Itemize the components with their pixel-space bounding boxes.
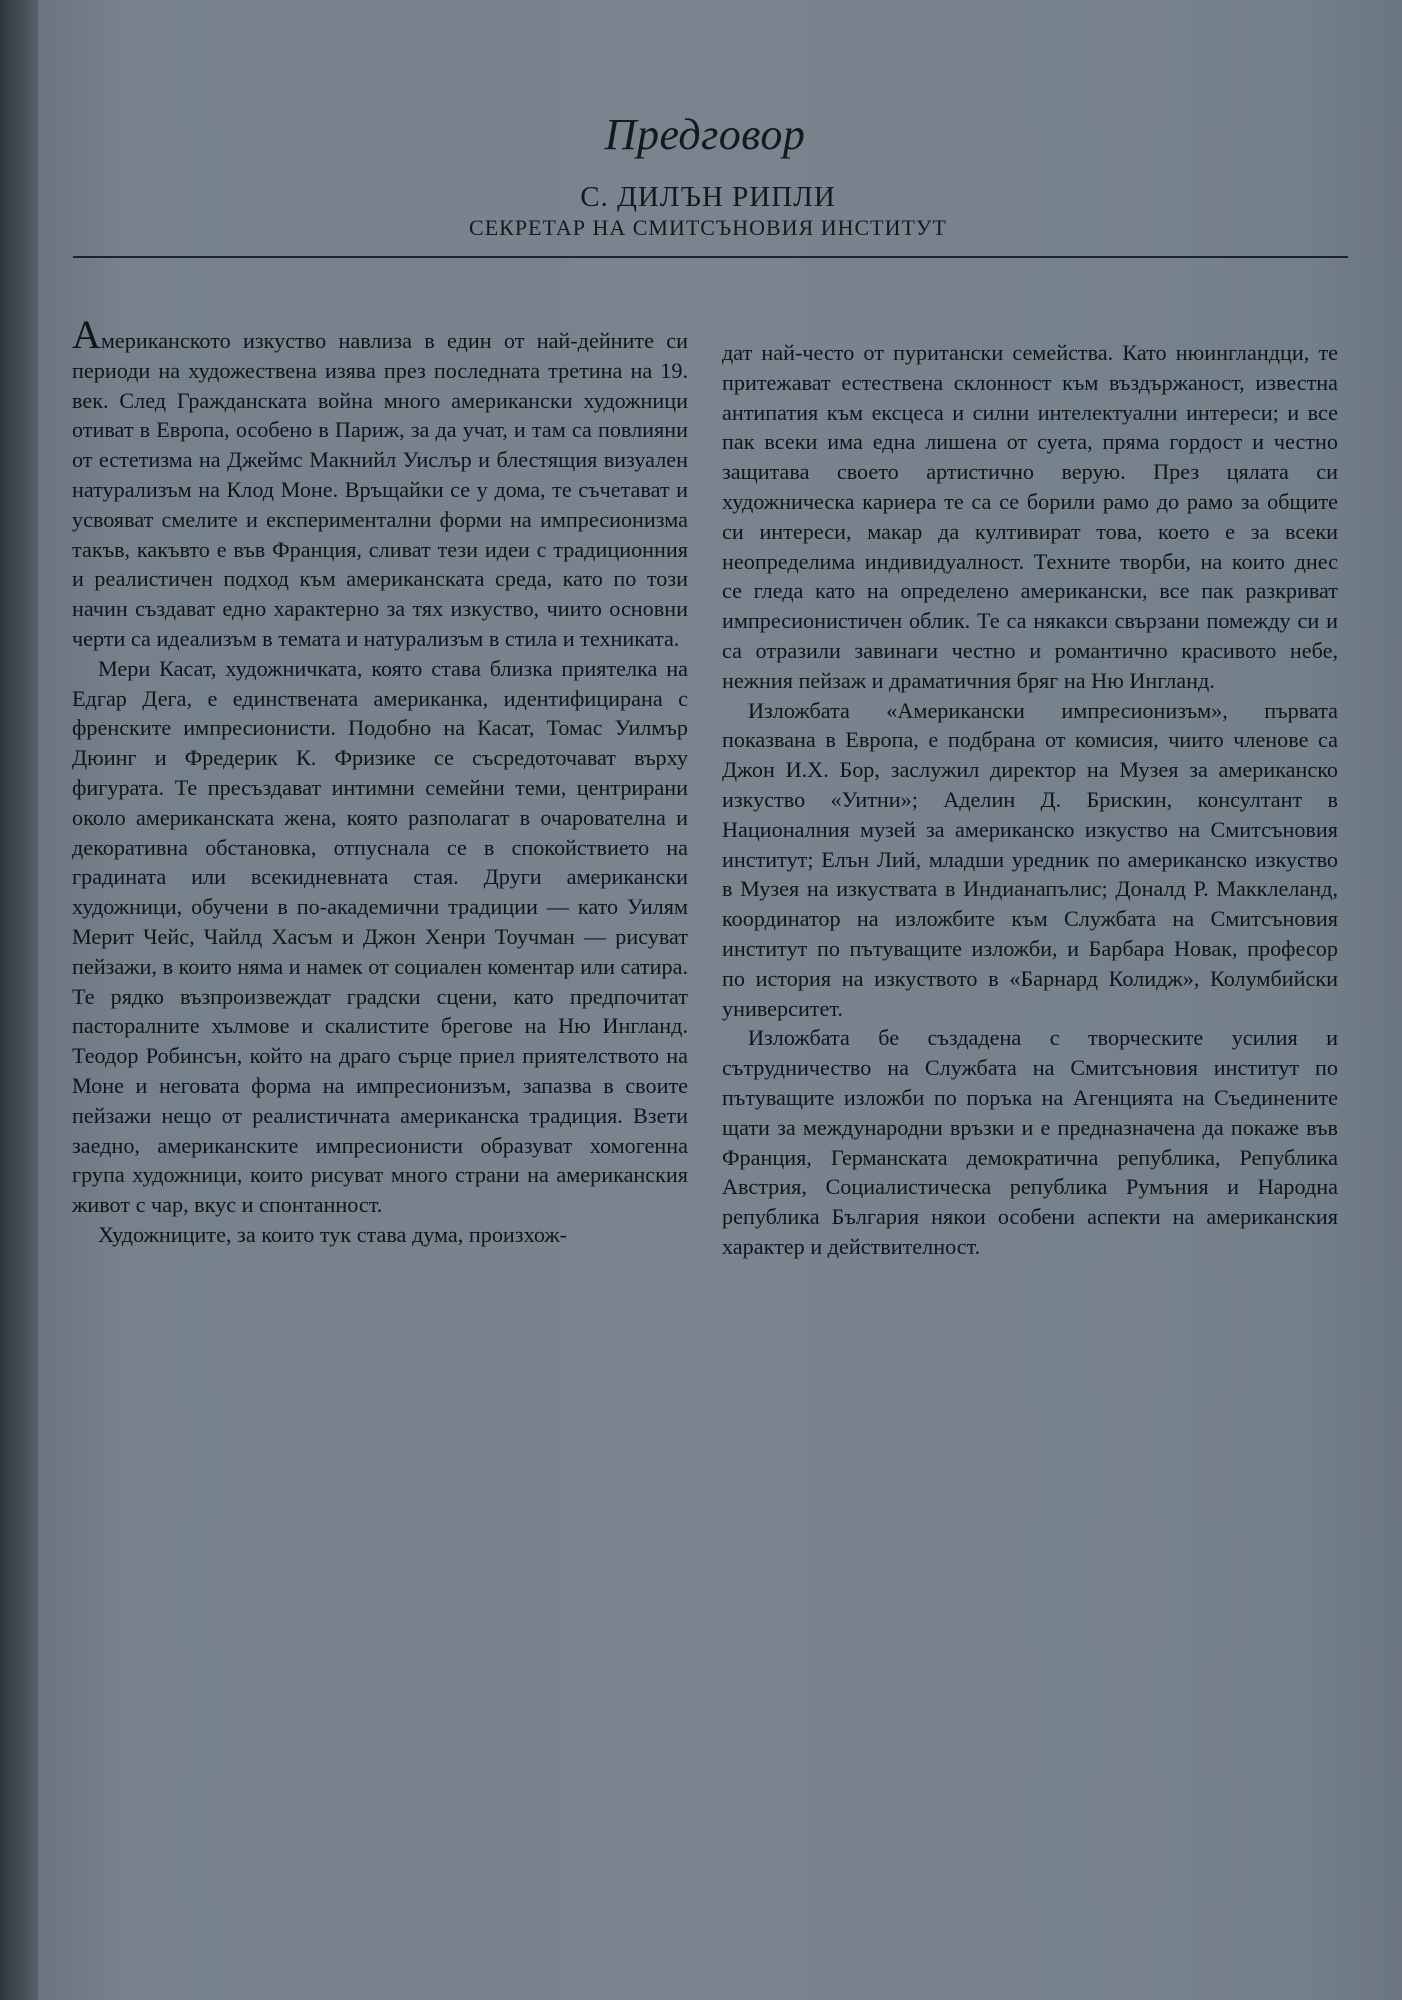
paragraph: Мери Касат, художничката, която става близка приятелка на Едгар Дега, е единствената американка, идентифицирана с френските импресионисти. Подобно на Касат, Томас Уилмър Дюинг и Фредерик К. Фризике се съсредоточават върху фигурата. Те пресъздават интимни семейни теми, центрирани около американската жена, която разполагат в очарователна и декоративна обстановка, отпуснала се в спокойствието на градината или всекидневната стая. Други американски художници, обучени в по-академични традиции — като Уилям Мерит Чейс, Чайлд Хасъм и Джон Хенри Тоучман — рисуват пейзажи, в които няма и намек от социален коментар или сатира. Те рядко възпроизвеждат градски сцени, като предпочитат пасторалните хълмове и скалистите брегове на Ню Ингланд. Теодор Робинсън, който на драго сърце приел приятелството на Моне и неговата форма на импресионизъм, запазва в своите пейзажи нещо от реалистичната американска традиция. Взети заедно, американските импресионисти образуват хомогенна група художници, които рисуват много страни на американския живот с чар, вкус и спонтанност. xyxy=(72,655,688,1218)
header-divider xyxy=(73,256,1348,258)
binding-shadow xyxy=(0,0,38,2000)
paragraph-text: мериканското изкуство навлиза в един от най-дейните си периоди на художествена изява през последната третина на 19. век. След Гражданската война много американски художници отиват в Европа, особено в Париж, за да учат, и там са повлияни от естетизма на Джеймс Макнийл Уислър и блестящия визуален натурализъм на Клод Моне. Връщайки се у дома, те съчетават и усвояват смелите и експериментални форми на импресионизма такъв, какъвто е във Франция, сливат тези идеи с традиционния и реалистичен подход към американската среда, като по този начин създават едно характерно за тях изкуство, чиито основни черти са идеализъм в темата и натурализъм в стила и техниката. xyxy=(72,328,688,651)
paragraph: дат най-често от пуритански семейства. Като нюингландци, те притежават естествена склонност към въздържаност, известна антипатия към ексцеса и силни интелектуални интереси; и все пак всеки има една лишена от суета, пряма гордост и честно защитава своето артистично верую. През цялата си художническа кариера те са се борили рамо до рамо за общите си интереси, макар да култивират това, което е за всеки неопределима индивидуалност. Техните творби, на които днес се гледа като на определено американски, все пак разкриват импресионистичен облик. Те са някакси свързани помежду си и са отразили завинаги честно и романтично красивото небе, нежния пейзаж и драматичния бряг на Ню Ингланд. xyxy=(722,340,1338,693)
author-name: С. ДИЛЪН РИПЛИ xyxy=(580,181,836,213)
page-header xyxy=(0,108,1402,242)
text-column-left xyxy=(72,312,688,1250)
author-affiliation: СЕКРЕТАР НА СМИТСЪНОВИЯ ИНСТИТУТ xyxy=(469,215,947,240)
text-column-right xyxy=(722,338,1338,1262)
page-title: Предговор xyxy=(604,110,806,159)
paragraph: Художниците, за които тук става дума, произхож- xyxy=(98,1221,568,1247)
paragraph: Изложбата бе създадена с творческите усилия и сътрудничество на Службата на Смитсъновия институт по пътуващите изложби по поръка на Агенцията на Съединените щати за международни връзки и е предназначена да покаже във Франция, Германската демократична република, Република Австрия, Социалистическа република Румъния и Народна република България някои особени аспекти на американския характер и действителност. xyxy=(722,1025,1338,1259)
paragraph: Изложбата «Американски импресионизъм», първата показвана в Европа, е подбрана от комисия, чиито членове са Джон И.Х. Бор, заслужил директор на Музея за американско изкуство «Уитни»; Аделин Д. Брискин, консултант в Националния музей за американско изкуство на Смитсъновия институт; Елън Лий, младши уредник по американско изкуство в Музея на изкуствата в Индианапълис; Доналд Р. Макклеланд, координатор на изложбите към Службата на Смитсъновия институт по пътуващите изложби, и Барбара Новак, професор по история на изкуството в «Барнард Колидж», Колумбийски университет. xyxy=(722,697,1338,1021)
drop-cap: А xyxy=(72,312,101,357)
paragraph xyxy=(72,312,688,654)
